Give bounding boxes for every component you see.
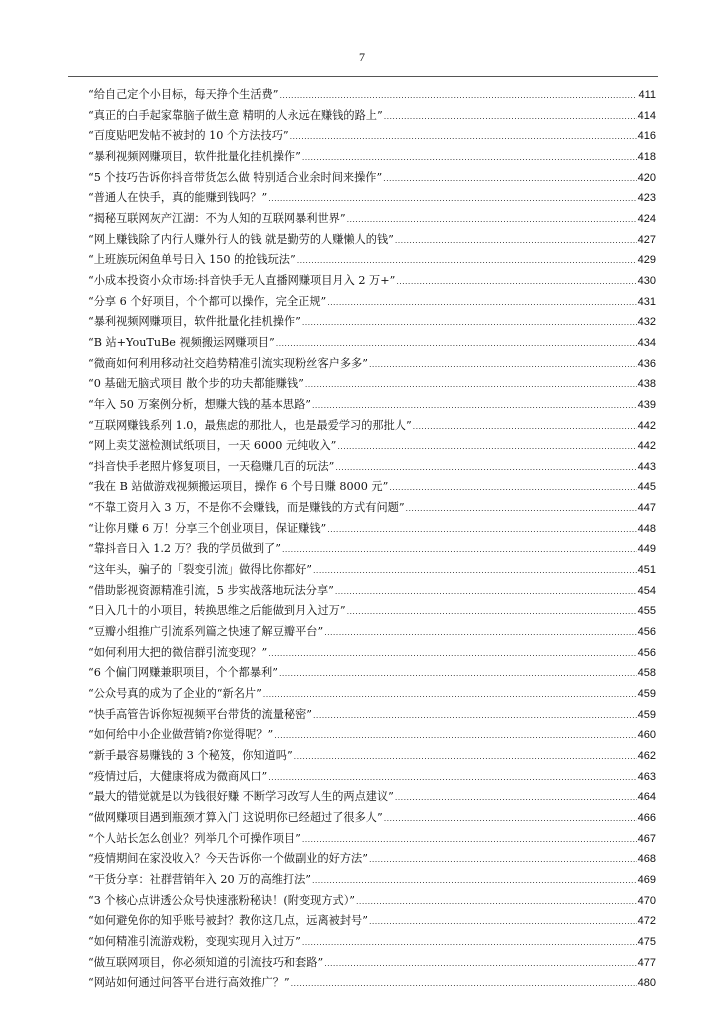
- toc-entry[interactable]: [88, 912, 656, 933]
- toc-entry[interactable]: [88, 933, 656, 954]
- toc-entry[interactable]: [88, 871, 656, 892]
- toc-entry-page-number: 477: [637, 956, 656, 969]
- toc-entry-title: “B 站+YouTuBe 视频搬运网赚项目”: [88, 335, 275, 349]
- toc-entry-title: “不靠工资月入 3 万，不是你不会赚钱，而是赚钱的方式有问题”: [88, 501, 405, 515]
- toc-entry[interactable]: [88, 582, 656, 603]
- toc-entry-page-number: 427: [637, 233, 656, 246]
- toc-entry-page-number: 436: [637, 357, 656, 370]
- toc-entry-title: “这年头，骗子的「裂变引流」做得比你都好”: [88, 563, 313, 577]
- toc-entry[interactable]: [88, 623, 656, 644]
- toc-dot-leader: [312, 875, 637, 885]
- toc-entry-page-number: 442: [637, 419, 656, 432]
- toc-dot-leader: [302, 152, 637, 162]
- toc-entry-title: “上班族玩闲鱼单号日入 150 的抢钱玩法”: [88, 253, 296, 267]
- page-number: 7: [359, 50, 365, 64]
- toc-dot-leader: [279, 668, 637, 678]
- toc-entry-title: “小成本投资小众市场:抖音快手无人直播网赚项目月入 2 万+”: [88, 273, 396, 287]
- toc-dot-leader: [383, 173, 636, 183]
- toc-dot-leader: [395, 235, 637, 245]
- toc-entry[interactable]: [88, 189, 656, 210]
- toc-dot-leader: [312, 400, 637, 410]
- toc-entry[interactable]: [88, 127, 656, 148]
- toc-entry[interactable]: [88, 375, 656, 396]
- toc-entry-page-number: 458: [637, 667, 656, 680]
- toc-dot-leader: [369, 359, 637, 369]
- toc-entry-page-number: 459: [637, 708, 656, 721]
- toc-entry-title: “借助影视资源精准引流，5 步实战落地玩法分享”: [88, 583, 334, 597]
- toc-entry-title: “网站如何通过问答平台进行高效推广？”: [88, 976, 290, 990]
- toc-entry-page-number: 463: [637, 770, 656, 783]
- toc-entry-title: “公众号真的成为了企业的“新名片”: [88, 687, 262, 701]
- toc-entry[interactable]: [88, 520, 656, 541]
- toc-dot-leader: [294, 751, 637, 761]
- toc-entry-title: “互联网赚钱系列 1.0，最焦虑的那批人，也是最爱学习的那批人”: [88, 418, 412, 432]
- toc-entry-page-number: 472: [637, 915, 656, 928]
- toc-entry[interactable]: [88, 437, 656, 458]
- toc-dot-leader: [276, 338, 637, 348]
- toc-entry[interactable]: [88, 726, 656, 747]
- toc-entry-title: “普通人在快手，真的能赚到钱吗？”: [88, 191, 268, 205]
- toc-entry[interactable]: [88, 478, 656, 499]
- toc-dot-leader: [337, 441, 636, 451]
- toc-entry[interactable]: [88, 458, 656, 479]
- toc-entry-title: “6 个偏门网赚兼职项目，个个都暴利”: [88, 666, 278, 680]
- toc-dot-leader: [290, 131, 637, 141]
- table-of-contents: [88, 86, 656, 995]
- toc-entry[interactable]: [88, 644, 656, 665]
- toc-dot-leader: [356, 896, 637, 906]
- toc-entry[interactable]: [88, 706, 656, 727]
- toc-entry-page-number: 414: [637, 109, 656, 122]
- toc-dot-leader: [395, 792, 637, 802]
- toc-entry-page-number: 467: [637, 832, 656, 845]
- toc-dot-leader: [369, 854, 637, 864]
- toc-entry[interactable]: [88, 809, 656, 830]
- toc-dot-leader: [413, 421, 637, 431]
- toc-entry[interactable]: [88, 355, 656, 376]
- toc-entry-title: “网上赚钱除了内行人赚外行人的钱 就是勤劳的人赚懒人的钱”: [88, 232, 394, 246]
- toc-entry[interactable]: [88, 499, 656, 520]
- toc-dot-leader: [302, 834, 637, 844]
- toc-entry-title: “如何避免你的知乎账号被封？教你这几点，远离被封号”: [88, 914, 368, 928]
- toc-dot-leader: [396, 276, 636, 286]
- toc-dot-leader: [389, 482, 636, 492]
- toc-dot-leader: [384, 111, 637, 121]
- toc-entry-title: “个人站长怎么创业？列举几个可操作项目”: [88, 831, 301, 845]
- toc-entry-page-number: 416: [637, 130, 656, 143]
- toc-entry[interactable]: [88, 169, 656, 190]
- toc-entry-page-number: 466: [637, 811, 656, 824]
- toc-entry[interactable]: [88, 334, 656, 355]
- toc-entry-title: “做网赚项目遇到瓶颈才算入门 这说明你已经超过了很多人”: [88, 810, 383, 824]
- toc-dot-leader: [384, 813, 637, 823]
- toc-entry[interactable]: [88, 417, 656, 438]
- toc-dot-leader: [305, 379, 637, 389]
- toc-entry-page-number: 454: [637, 584, 656, 597]
- toc-dot-leader: [406, 503, 637, 513]
- toc-entry-page-number: 442: [637, 440, 656, 453]
- toc-entry-page-number: 411: [638, 89, 656, 101]
- toc-dot-leader: [313, 710, 637, 720]
- toc-entry-page-number: 469: [637, 873, 656, 886]
- toc-dot-leader: [279, 90, 637, 100]
- toc-entry-page-number: 445: [637, 481, 656, 494]
- toc-dot-leader: [327, 297, 636, 307]
- toc-entry-page-number: 470: [637, 894, 656, 907]
- toc-entry-page-number: 423: [637, 192, 656, 205]
- toc-entry-page-number: 447: [637, 502, 656, 515]
- toc-entry-title: “日入几十的小项目，转换思维之后能做到月入过万”: [88, 604, 346, 618]
- toc-entry-title: “年入 50 万案例分析，想赚大钱的基本思路”: [88, 397, 311, 411]
- toc-entry-page-number: 443: [637, 460, 656, 473]
- toc-dot-leader: [268, 648, 636, 658]
- toc-entry[interactable]: [88, 272, 656, 293]
- toc-entry[interactable]: [88, 107, 656, 128]
- toc-entry[interactable]: [88, 685, 656, 706]
- toc-entry-title: “豆瓣小组推广引流系列篇之快速了解豆瓣平台”: [88, 625, 324, 639]
- toc-dot-leader: [268, 772, 636, 782]
- toc-dot-leader: [369, 916, 637, 926]
- toc-entry-title: “暴利视频网赚项目，软件批量化挂机操作”: [88, 315, 301, 329]
- toc-entry[interactable]: [88, 664, 656, 685]
- toc-entry[interactable]: [88, 293, 656, 314]
- toc-entry[interactable]: [88, 788, 656, 809]
- toc-entry[interactable]: [88, 974, 656, 995]
- toc-entry[interactable]: [88, 313, 656, 334]
- toc-entry-page-number: 418: [637, 150, 656, 163]
- toc-entry-page-number: 475: [637, 935, 656, 948]
- toc-entry[interactable]: [88, 747, 656, 768]
- toc-dot-leader: [324, 627, 636, 637]
- toc-entry-title: “让你月赚 6 万！分享三个创业项目，保证赚钱”: [88, 521, 327, 535]
- toc-entry[interactable]: [88, 251, 656, 272]
- toc-entry[interactable]: [88, 396, 656, 417]
- toc-entry-title: “百度贴吧发帖不被封的 10 个方法技巧”: [88, 129, 289, 143]
- toc-entry-page-number: 429: [637, 254, 656, 267]
- toc-entry-title: “网上卖艾滋检测试纸项目，一天 6000 元纯收入”: [88, 439, 337, 453]
- toc-entry[interactable]: [88, 892, 656, 913]
- toc-entry-title: “微商如何利用移动社交趋势精准引流实现粉丝客户多多”: [88, 356, 368, 370]
- toc-dot-leader: [327, 524, 636, 534]
- toc-dot-leader: [291, 978, 637, 988]
- toc-entry-page-number: 459: [637, 688, 656, 701]
- toc-entry-title: “如何给中小企业做营销?你觉得呢？”: [88, 728, 274, 742]
- toc-entry-page-number: 439: [637, 398, 656, 411]
- toc-entry[interactable]: [88, 561, 656, 582]
- toc-entry[interactable]: [88, 540, 656, 561]
- toc-entry-title: “做互联网项目，你必须知道的引流技巧和套路”: [88, 955, 324, 969]
- toc-entry-page-number: 480: [637, 977, 656, 990]
- toc-entry-page-number: 460: [637, 729, 656, 742]
- toc-entry-title: “真正的白手起家靠脑子做生意 精明的人永远在赚钱的路上”: [88, 108, 383, 122]
- toc-entry-page-number: 430: [637, 274, 656, 287]
- toc-entry-title: “如何精准引流游戏粉，变现实现月入过万”: [88, 934, 301, 948]
- toc-dot-leader: [274, 730, 636, 740]
- toc-entry[interactable]: [88, 850, 656, 871]
- toc-entry-title: “3 个核心点讲透公众号快速涨粉秘诀！(附变现方式）”: [88, 893, 356, 907]
- toc-entry-page-number: 455: [637, 605, 656, 618]
- toc-entry[interactable]: [88, 768, 656, 789]
- toc-dot-leader: [347, 606, 637, 616]
- toc-entry[interactable]: [88, 148, 656, 169]
- toc-entry[interactable]: [88, 86, 656, 107]
- toc-entry-title: “我在 B 站做游戏视频搬运项目，操作 6 个号日赚 8000 元”: [88, 480, 389, 494]
- toc-entry-title: “暴利视频网赚项目，软件批量化挂机操作”: [88, 149, 301, 163]
- toc-entry[interactable]: [88, 830, 656, 851]
- toc-dot-leader: [302, 937, 637, 947]
- toc-entry-title: “新手最容易赚钱的 3 个秘笈，你知道吗”: [88, 749, 293, 762]
- header-rule: [68, 76, 658, 77]
- toc-entry-page-number: 431: [637, 295, 656, 308]
- toc-entry-title: “5 个技巧告诉你抖音带货怎么做 特别适合业余时间来操作”: [88, 170, 383, 184]
- toc-entry-title: “分享 6 个好项目，个个都可以操作，完全正规”: [88, 294, 327, 308]
- toc-entry-page-number: 456: [637, 626, 656, 639]
- toc-entry-title: “如何利用大把的微信群引流变现？”: [88, 645, 268, 659]
- toc-entry-page-number: 451: [637, 564, 656, 577]
- toc-entry[interactable]: [88, 602, 656, 623]
- toc-entry-title: “靠抖音日入 1.2 万？我的学员做到了”: [88, 542, 281, 556]
- toc-dot-leader: [335, 462, 636, 472]
- toc-entry-page-number: 468: [637, 853, 656, 866]
- toc-entry-page-number: 462: [637, 750, 656, 762]
- toc-entry[interactable]: [88, 231, 656, 252]
- toc-dot-leader: [313, 565, 637, 575]
- toc-dot-leader: [263, 689, 637, 699]
- toc-entry-page-number: 464: [637, 791, 656, 804]
- toc-dot-leader: [335, 586, 637, 596]
- toc-entry-title: “最大的错觉就是以为钱很好赚 不断学习改写人生的两点建议”: [88, 790, 394, 804]
- toc-entry-title: “疫情过后，大健康将成为微商风口”: [88, 769, 268, 783]
- toc-dot-leader: [324, 958, 636, 968]
- toc-dot-leader: [347, 214, 637, 224]
- toc-entry-title: “干货分享：社群营销年入 20 万的高维打法”: [88, 872, 311, 886]
- toc-entry-page-number: 432: [637, 316, 656, 329]
- toc-entry[interactable]: [88, 210, 656, 231]
- toc-entry-title: “抖音快手老照片修复项目，一天稳赚几百的玩法”: [88, 459, 335, 473]
- toc-entry-title: “0 基础无脑式项目 散个步的功夫都能赚钱”: [88, 377, 304, 391]
- toc-entry-page-number: 434: [637, 336, 656, 349]
- toc-entry-title: “疫情期间在家没收入？今天告诉你一个做副业的好方法”: [88, 852, 368, 866]
- toc-dot-leader: [282, 544, 637, 554]
- toc-entry[interactable]: [88, 954, 656, 975]
- toc-dot-leader: [268, 193, 636, 203]
- toc-entry-page-number: 424: [637, 212, 656, 225]
- toc-entry-page-number: 448: [637, 522, 656, 535]
- toc-entry-page-number: 420: [637, 171, 656, 184]
- toc-entry-page-number: 456: [637, 646, 656, 659]
- toc-entry-title: “揭秘互联网灰产江湖：不为人知的互联网暴利世界”: [88, 211, 346, 225]
- toc-entry-page-number: 438: [637, 378, 656, 391]
- toc-dot-leader: [302, 317, 637, 327]
- toc-dot-leader: [297, 255, 637, 265]
- toc-entry-title: “快手高管告诉你短视频平台带货的流量秘密”: [88, 707, 313, 721]
- toc-entry-page-number: 449: [637, 543, 656, 556]
- toc-entry-title: “给自己定个小目标，每天挣个生活费”: [88, 88, 279, 101]
